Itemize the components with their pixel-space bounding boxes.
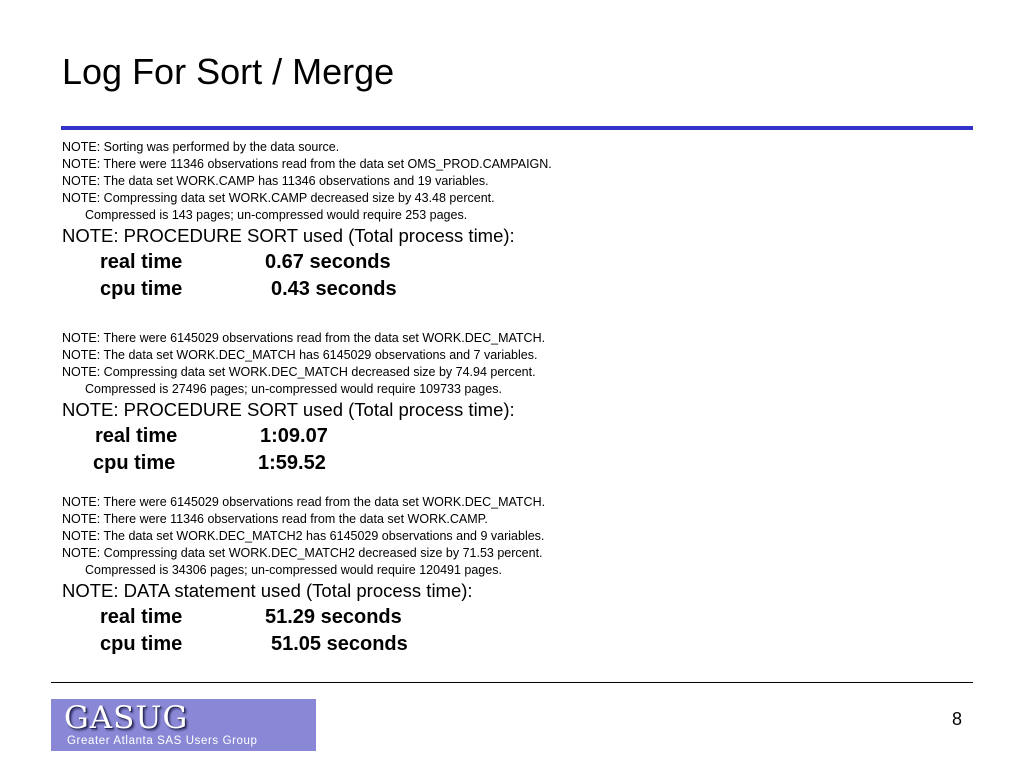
- real-time-label: real time: [95, 425, 178, 447]
- cpu-time-label: cpu time: [100, 278, 183, 300]
- log-note: NOTE: Compressing data set WORK.CAMP decreased size by 43.48 percent.: [62, 191, 495, 205]
- cpu-time-row: [93, 451, 493, 475]
- procedure-note: NOTE: PROCEDURE SORT used (Total process time):: [62, 225, 515, 246]
- real-time-value: 0.67 seconds: [265, 251, 391, 273]
- log-note: NOTE: Sorting was performed by the data source.: [62, 140, 340, 154]
- log-compressed-note: Compressed is 27496 pages; un-compressed would require 109733 pages.: [85, 382, 502, 396]
- logo-wordmark: GASUG: [64, 700, 189, 736]
- real-time-value: 1:09.07: [260, 425, 328, 447]
- procedure-note: NOTE: DATA statement used (Total process time):: [62, 580, 473, 601]
- log-note: NOTE: The data set WORK.CAMP has 11346 observations and 19 variables.: [62, 174, 489, 188]
- real-time-row: [95, 424, 495, 448]
- log-compressed-note: Compressed is 34306 pages; un-compressed would require 120491 pages.: [85, 563, 502, 577]
- gasug-logo: [51, 699, 316, 751]
- cpu-time-value: 0.43 seconds: [271, 278, 397, 300]
- cpu-time-label: cpu time: [93, 452, 176, 474]
- cpu-time-value: 1:59.52: [258, 452, 326, 474]
- log-note: NOTE: There were 6145029 observations read from the data set WORK.DEC_MATCH.: [62, 495, 546, 509]
- footer-divider: [51, 682, 973, 683]
- real-time-row: [100, 250, 500, 274]
- slide-title: Log For Sort / Merge: [62, 51, 395, 92]
- real-time-value: 51.29 seconds: [265, 606, 402, 628]
- log-note: NOTE: There were 11346 observations read from the data set OMS_PROD.CAMPAIGN.: [62, 157, 552, 171]
- real-time-row: [100, 605, 500, 629]
- log-note: NOTE: Compressing data set WORK.DEC_MATCH2 decreased size by 71.53 percent.: [62, 546, 543, 560]
- cpu-time-value: 51.05 seconds: [271, 633, 408, 655]
- cpu-time-label: cpu time: [100, 633, 183, 655]
- cpu-time-row: [100, 632, 500, 656]
- log-note: NOTE: The data set WORK.DEC_MATCH has 6145029 observations and 7 variables.: [62, 348, 538, 362]
- log-note: NOTE: The data set WORK.DEC_MATCH2 has 6145029 observations and 9 variables.: [62, 529, 545, 543]
- real-time-label: real time: [100, 606, 183, 628]
- cpu-time-row: [100, 277, 500, 301]
- log-note: NOTE: There were 11346 observations read from the data set WORK.CAMP.: [62, 512, 488, 526]
- logo-tagline: Greater Atlanta SAS Users Group: [67, 735, 258, 747]
- log-compressed-note: Compressed is 143 pages; un-compressed would require 253 pages.: [85, 208, 468, 222]
- page-number: 8: [952, 709, 963, 729]
- title-divider: [61, 126, 973, 130]
- log-note: NOTE: There were 6145029 observations read from the data set WORK.DEC_MATCH.: [62, 331, 546, 345]
- procedure-note: NOTE: PROCEDURE SORT used (Total process time):: [62, 399, 515, 420]
- real-time-label: real time: [100, 251, 183, 273]
- log-note: NOTE: Compressing data set WORK.DEC_MATCH decreased size by 74.94 percent.: [62, 365, 536, 379]
